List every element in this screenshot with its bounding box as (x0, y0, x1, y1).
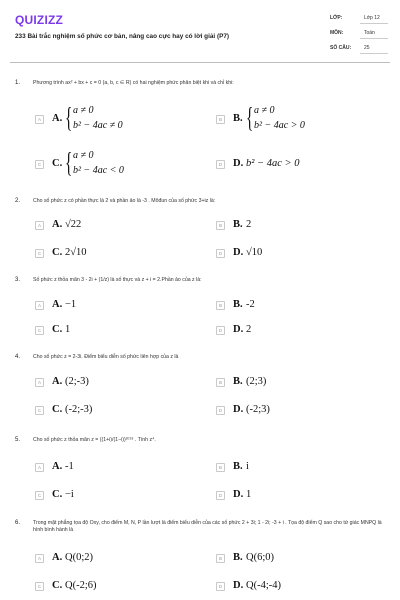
option-text: i (246, 461, 249, 472)
option-letter: B. (233, 461, 243, 472)
question-number: 3. (15, 277, 21, 283)
option-box[interactable]: D (216, 406, 225, 415)
meta-subject-value: Toán (364, 30, 375, 36)
option-letter: C. (52, 247, 63, 258)
option-letter: D. (233, 158, 244, 169)
option-box[interactable]: B (216, 301, 225, 310)
option-text: 1 (65, 324, 71, 335)
option-box[interactable]: A (35, 221, 44, 230)
option-box[interactable]: A (35, 301, 44, 310)
meta-subject-key: MÔN: (330, 30, 344, 36)
option-box[interactable]: B (216, 378, 225, 387)
worksheet-header (0, 0, 400, 62)
option-box[interactable]: B (216, 115, 225, 124)
option-text: 2 (246, 324, 252, 335)
option-text: 2 (246, 219, 252, 230)
meta-grade-key: LỚP: (330, 15, 343, 21)
option-letter: C. (52, 580, 63, 591)
option-letter: A. (52, 113, 63, 124)
question-text: Cho số phức z có phần thực là 2 và phần ảo là -3 . Môđun của số phức 3+iz là: (33, 198, 216, 204)
header-divider (10, 62, 390, 63)
meta-count (330, 42, 388, 54)
question-text: Trong mặt phẳng tọa độ Oxy, cho điểm M, N, P lần lượt là điểm biểu diễn của các số phức 2 + 3i; 1 - 2i; -3 + i . Tọa độ điểm Q sao cho tứ giác MNPQ là hình bình hành là (33, 520, 382, 534)
option-letter: C. (52, 324, 63, 335)
option-text: √10 (246, 247, 263, 258)
option-box[interactable]: C (35, 406, 44, 415)
meta-grade-value: Lớp 12 (364, 15, 380, 21)
option-letter: A. (52, 219, 63, 230)
quizizz-logo: QUIZIZZ (15, 13, 64, 27)
option-box[interactable]: A (35, 378, 44, 387)
option-box[interactable]: C (35, 160, 44, 169)
question-text: Cho số phức z thỏa mãn z = ((1+i)/(1−i))²⁰¹⁹ . Tính z⁴. (33, 437, 156, 443)
option-letter: B. (233, 376, 243, 387)
option-box[interactable]: D (216, 491, 225, 500)
option-letter: B. (233, 552, 243, 563)
option-letter: A. (52, 461, 63, 472)
option-box[interactable]: B (216, 463, 225, 472)
option-text: 1 (246, 489, 252, 500)
option-text: (2;-3) (65, 376, 89, 387)
option-letter: C. (52, 404, 63, 415)
option-text: b² − 4ac > 0 (246, 158, 300, 169)
option-box[interactable]: C (35, 491, 44, 500)
option-letter: A. (52, 299, 63, 310)
option-box[interactable]: C (35, 249, 44, 258)
meta-subject (330, 27, 388, 39)
question-number: 1. (15, 80, 21, 86)
option-text: 2√10 (65, 247, 87, 258)
option-letter: A. (52, 552, 63, 563)
question-number: 5. (15, 437, 21, 443)
option-letter: A. (52, 376, 63, 387)
option-text: √22 (65, 219, 82, 230)
option-letter: D. (233, 489, 244, 500)
question-text: Cho số phức z = 2-3i. Điểm biểu diễn số phức liên hợp của z là (33, 354, 179, 360)
option-box[interactable]: A (35, 115, 44, 124)
option-letter: D. (233, 580, 244, 591)
option-text: (2;3) (246, 376, 267, 387)
option-letter: D. (233, 247, 244, 258)
option-text: Q(-4;-4) (246, 580, 281, 591)
option-box[interactable]: C (35, 326, 44, 335)
option-text: (-2;3) (246, 404, 270, 415)
option-box[interactable]: A (35, 463, 44, 472)
meta-count-value: 25 (364, 45, 370, 51)
option-letter: B. (233, 219, 243, 230)
option-letter: D. (233, 324, 244, 335)
option-box[interactable]: B (216, 221, 225, 230)
option-box[interactable]: D (216, 160, 225, 169)
meta-count-key: SỐ CÂU: (330, 45, 352, 51)
option-box[interactable]: C (35, 582, 44, 591)
option-text: Q(-2;6) (65, 580, 97, 591)
option-letter: D. (233, 404, 244, 415)
option-text: Q(6;0) (246, 552, 274, 563)
option-letter: B. (233, 299, 243, 310)
question-number: 2. (15, 198, 21, 204)
worksheet-title: 233 Bài trắc nghiệm số phức cơ bản, nâng cao cực hay có lời giải (P7) (15, 33, 230, 40)
option-letter: C. (52, 158, 63, 169)
option-letter: B. (233, 113, 243, 124)
option-box[interactable]: D (216, 582, 225, 591)
option-letter: C. (52, 489, 63, 500)
option-box[interactable]: D (216, 249, 225, 258)
meta-grade (330, 12, 388, 24)
question-number: 6. (15, 520, 21, 526)
question-number: 4. (15, 354, 21, 360)
question-text: Phương trình ax² + bx + c = 0 (a, b, c ∈ R) có hai nghiệm phức phân biệt khi và chỉ khi: (33, 80, 234, 86)
option-text: (-2;-3) (65, 404, 93, 415)
question-text: Số phức z thỏa mãn 3 - 2i + (1/z) là số thực và z + i = 2.Phần ảo của z là: (33, 277, 202, 283)
option-box[interactable]: B (216, 554, 225, 563)
option-box[interactable]: D (216, 326, 225, 335)
option-text: −1 (65, 299, 77, 310)
option-text: Q(0;2) (65, 552, 93, 563)
option-text: -2 (246, 299, 255, 310)
option-text: −i (65, 489, 74, 500)
option-text: -1 (65, 461, 74, 472)
option-box[interactable]: A (35, 554, 44, 563)
